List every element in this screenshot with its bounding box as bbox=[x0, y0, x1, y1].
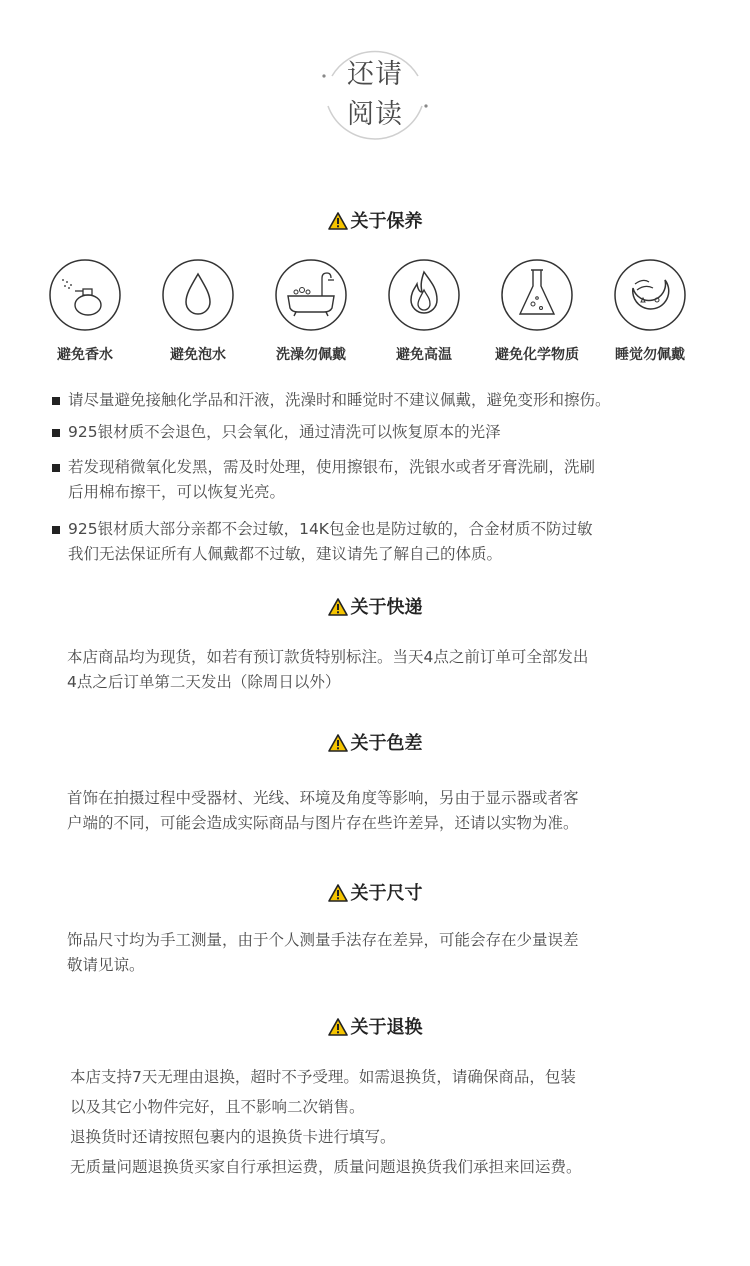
color-section-title bbox=[0, 729, 750, 755]
warning-icon bbox=[328, 1018, 348, 1036]
care-bullet-line: 925银材质不会退色，只会氧化，通过清洗可以恢复原本的光泽 bbox=[68, 423, 501, 441]
size-paragraph bbox=[67, 928, 707, 978]
care-icon-item bbox=[141, 258, 255, 364]
moon-sleep-icon bbox=[613, 258, 687, 332]
header-circle-icon bbox=[318, 36, 432, 150]
care-icon-label: 避免泡水 bbox=[170, 347, 226, 363]
care-bullet-line: 925银材质大部分亲都不会过敏，14K包金也是防过敏的，合金材质不防过敏 bbox=[68, 520, 593, 538]
care-bullet bbox=[52, 420, 732, 445]
shipping-section-title bbox=[0, 593, 750, 619]
bullet-square bbox=[52, 397, 60, 405]
returns-line: 以及其它小物件完好，且不影响二次销售。 bbox=[70, 1098, 365, 1116]
care-icon-item bbox=[367, 258, 481, 364]
size-section-title bbox=[0, 879, 750, 905]
care-title-text: 关于保养 bbox=[350, 211, 423, 232]
returns-line: 退换货时还请按照包裹内的退换货卡进行填写。 bbox=[70, 1128, 396, 1146]
returns-line: 无质量问题退换货买家自行承担运费，质量问题退换货我们承担来回运费。 bbox=[70, 1158, 582, 1176]
flask-icon bbox=[500, 258, 574, 332]
header-line1: 还请 bbox=[347, 59, 403, 90]
color-line: 首饰在拍摄过程中受器材、光线、环境及角度等影响，另由于显示器或者客 bbox=[67, 789, 579, 807]
perfume-bottle-icon bbox=[48, 258, 122, 332]
care-bullet bbox=[52, 517, 732, 567]
care-icon-item bbox=[480, 258, 594, 364]
warning-icon bbox=[328, 884, 348, 902]
care-icons-row bbox=[44, 258, 724, 368]
header-line2: 阅读 bbox=[347, 99, 403, 130]
size-line: 饰品尺寸均为手工测量，由于个人测量手法存在差异，可能会存在少量误差 bbox=[67, 931, 579, 949]
care-icon-label: 睡觉勿佩戴 bbox=[615, 347, 685, 363]
care-bullet bbox=[52, 388, 732, 413]
warning-icon bbox=[328, 212, 348, 230]
care-bullet bbox=[52, 455, 732, 505]
care-icon-label: 避免香水 bbox=[57, 347, 113, 363]
shipping-title-text: 关于快递 bbox=[350, 597, 423, 618]
color-line: 户端的不同，可能会造成实际商品与图片存在些许差异，还请以实物为准。 bbox=[67, 814, 579, 832]
care-bullet-line: 若发现稍微氧化发黑，需及时处理，使用擦银布，洗银水或者牙膏洗刷，洗刷 bbox=[68, 458, 596, 476]
bathtub-icon bbox=[274, 258, 348, 332]
flame-icon bbox=[387, 258, 461, 332]
care-icon-label: 避免高温 bbox=[396, 347, 452, 363]
color-paragraph bbox=[67, 786, 707, 836]
care-bullet-line: 我们无法保证所有人佩戴都不过敏，建议请先了解自己的体质。 bbox=[68, 545, 503, 563]
care-icon-label: 洗澡勿佩戴 bbox=[276, 347, 346, 363]
water-drop-icon bbox=[161, 258, 235, 332]
shipping-line: 本店商品均为现货，如若有预订款货特别标注。当天4点之前订单可全部发出 bbox=[67, 648, 589, 666]
header-badge bbox=[318, 36, 432, 150]
size-title-text: 关于尺寸 bbox=[350, 883, 423, 904]
returns-title-text: 关于退换 bbox=[350, 1017, 423, 1038]
warning-icon bbox=[328, 734, 348, 752]
warning-icon bbox=[328, 598, 348, 616]
bullet-square bbox=[52, 526, 60, 534]
care-icon-label: 避免化学物质 bbox=[495, 347, 579, 363]
care-icon-item bbox=[28, 258, 142, 364]
care-bullet-line: 请尽量避免接触化学品和汗液，洗澡时和睡觉时不建议佩戴，避免变形和擦伤。 bbox=[68, 391, 611, 409]
size-line: 敬请见谅。 bbox=[67, 956, 145, 974]
care-icon-item bbox=[593, 258, 707, 364]
shipping-line: 4点之后订单第二天发出（除周日以外） bbox=[67, 673, 341, 691]
bullet-square bbox=[52, 429, 60, 437]
color-title-text: 关于色差 bbox=[350, 733, 423, 754]
care-section-title bbox=[0, 207, 750, 233]
returns-line: 本店支持7天无理由退换，超时不予受理。如需退换货，请确保商品，包装 bbox=[70, 1068, 576, 1086]
returns-paragraph bbox=[70, 1062, 710, 1182]
returns-section-title bbox=[0, 1013, 750, 1039]
shipping-paragraph bbox=[67, 645, 707, 695]
care-icon-item bbox=[254, 258, 368, 364]
bullet-square bbox=[52, 464, 60, 472]
care-bullet-line: 后用棉布擦干，可以恢复光亮。 bbox=[68, 483, 286, 501]
